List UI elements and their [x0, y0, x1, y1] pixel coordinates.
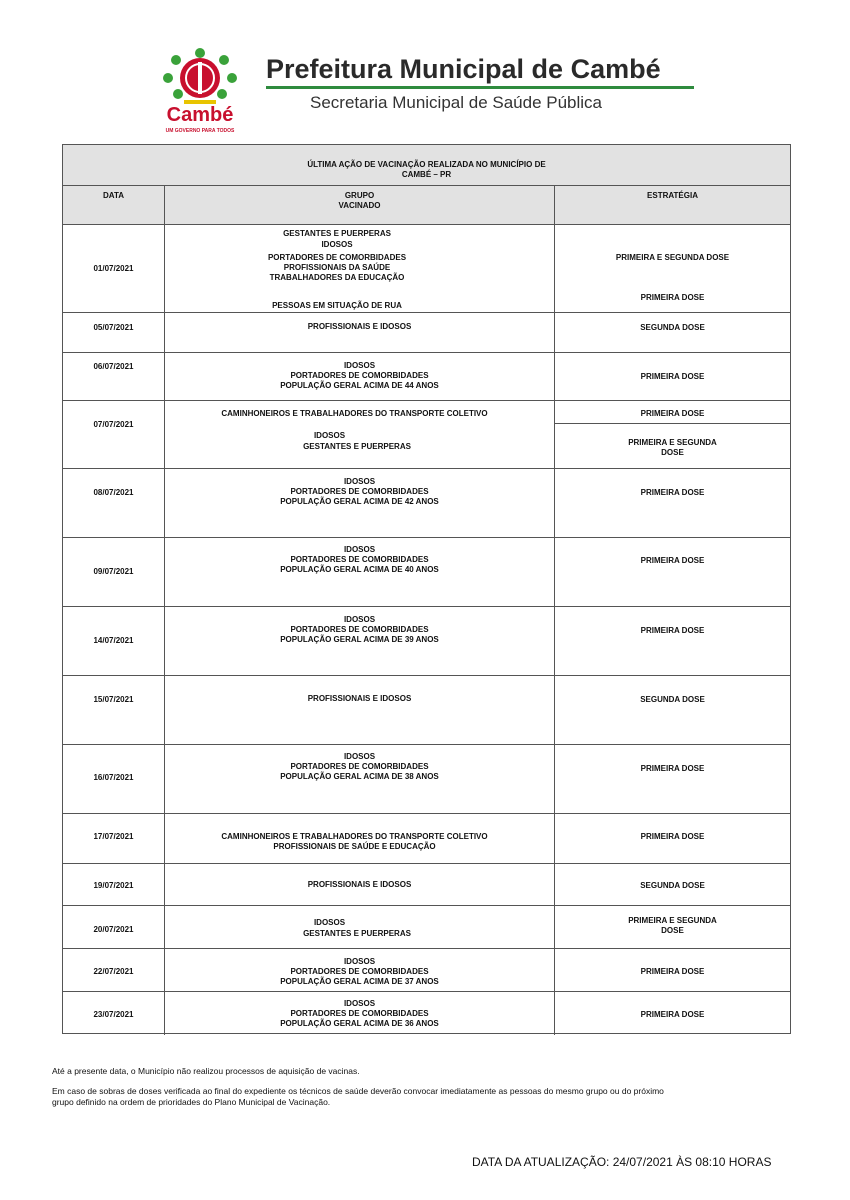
- row-group-line: PORTADORES DE COMORBIDADES: [290, 967, 429, 976]
- row-strategy-line: PRIMEIRA E SEGUNDA: [628, 438, 717, 447]
- row-date: 08/07/2021: [93, 488, 134, 497]
- row-group-line: CAMINHONEIROS E TRABALHADORES DO TRANSPORTE COLETIVO: [221, 832, 488, 841]
- row-strategy-line: PRIMEIRA DOSE: [640, 409, 705, 418]
- acquisition-note: Até a presente data, o Município não realizou processos de aquisição de vacinas.: [52, 1066, 360, 1076]
- row-date: 14/07/2021: [93, 636, 134, 645]
- header-cell-grupo: [165, 186, 555, 224]
- row-group-line: PROFISSIONAIS E IDOSOS: [307, 322, 412, 331]
- page-subtitle: Secretaria Municipal de Saúde Pública: [310, 93, 603, 112]
- table-row: [63, 745, 790, 814]
- table-row: [63, 992, 790, 1035]
- row-group-line: GESTANTES E PUERPERAS: [303, 929, 411, 938]
- table-row: [63, 814, 790, 864]
- row-strategy-line: PRIMEIRA DOSE: [640, 764, 705, 773]
- row-date: 15/07/2021: [93, 695, 134, 704]
- update-timestamp: DATA DA ATUALIZAÇÃO: 24/07/2021 ÀS 08:10 HORAS: [472, 1155, 772, 1169]
- row-group-line: CAMINHONEIROS E TRABALHADORES DO TRANSPORTE COLETIVO: [221, 409, 488, 418]
- row-group-line: IDOSOS: [343, 999, 376, 1008]
- row-group-line: IDOSOS: [343, 545, 376, 554]
- leftover-doses-note-line1: Em caso de sobras de doses verificada ao final do expediente os técnicos de saúde deverão convocar imediatamente as pessoas do mesmo grupo ou do próximo: [52, 1086, 664, 1096]
- row-group-line: GESTANTES E PUERPERAS: [303, 442, 411, 451]
- leftover-doses-note-line2: grupo definido na ordem de prioridades do Plano Municipal de Vacinação.: [52, 1097, 331, 1107]
- row-strategy-line: PRIMEIRA DOSE: [640, 626, 705, 635]
- row-strategy-line: PRIMEIRA DOSE: [640, 967, 705, 976]
- row-strategy-line: PRIMEIRA E SEGUNDA: [628, 916, 717, 925]
- row-group-line: PORTADORES DE COMORBIDADES: [290, 555, 429, 564]
- table-row: [63, 676, 790, 745]
- row-group-line: POPULAÇÃO GERAL ACIMA DE 42 ANOS: [280, 497, 439, 506]
- row-group-line: PROFISSIONAIS DE SAÚDE E EDUCAÇÃO: [273, 842, 436, 851]
- row-strategy-line: PRIMEIRA DOSE: [640, 372, 705, 381]
- row-strategy-line: PRIMEIRA DOSE: [640, 488, 705, 497]
- row-group-line: IDOSOS: [343, 752, 376, 761]
- row-strategy-line: PRIMEIRA DOSE: [640, 832, 705, 841]
- row-strategy-line: SEGUNDA DOSE: [640, 323, 705, 332]
- row-group-line: PORTADORES DE COMORBIDADES: [290, 487, 429, 496]
- table-row: [63, 401, 790, 469]
- row-group-line: GESTANTES E PUERPERAS: [283, 229, 391, 238]
- row-group-line: PROFISSIONAIS E IDOSOS: [307, 694, 412, 703]
- row-group-line: IDOSOS: [343, 615, 376, 624]
- table-row: [63, 313, 790, 353]
- header-cell-data: [63, 186, 165, 224]
- row-group-line: PORTADORES DE COMORBIDADES: [267, 253, 407, 262]
- header-cell-estrategia: [555, 186, 790, 224]
- row-date: 19/07/2021: [93, 881, 134, 890]
- page-title: Prefeitura Municipal de Cambé: [266, 54, 661, 84]
- title-underline: [266, 86, 694, 89]
- column-header-data: DATA: [102, 191, 125, 200]
- municipality-logo: [150, 48, 250, 138]
- row-group-line: PORTADORES DE COMORBIDADES: [290, 1009, 429, 1018]
- row-group-line: POPULAÇÃO GERAL ACIMA DE 40 ANOS: [280, 565, 439, 574]
- row-strategy-line: PRIMEIRA DOSE: [640, 1010, 705, 1019]
- row-date: 06/07/2021: [93, 362, 134, 371]
- table-row: [63, 353, 790, 401]
- row-group-line: POPULAÇÃO GERAL ACIMA DE 36 ANOS: [280, 1019, 439, 1028]
- table-title-row: [63, 145, 790, 186]
- row-date: 23/07/2021: [93, 1010, 134, 1019]
- row-group-line: PORTADORES DE COMORBIDADES: [290, 762, 429, 771]
- row-group-line: IDOSOS: [313, 918, 346, 927]
- table-row: [63, 225, 790, 313]
- row-date: 01/07/2021: [93, 264, 134, 273]
- row-strategy-line: SEGUNDA DOSE: [640, 695, 705, 704]
- row-group-line: POPULAÇÃO GERAL ACIMA DE 44 ANOS: [280, 381, 439, 390]
- row-group-line: IDOSOS: [343, 361, 376, 370]
- row-group-line: POPULAÇÃO GERAL ACIMA DE 37 ANOS: [280, 977, 439, 986]
- row-strategy-line: DOSE: [661, 926, 684, 935]
- table-row: [63, 906, 790, 949]
- row-date: 22/07/2021: [93, 967, 134, 976]
- row-strategy-line: SEGUNDA DOSE: [640, 881, 705, 890]
- row-group-line: PORTADORES DE COMORBIDADES: [290, 371, 429, 380]
- logo-slogan: UM GOVERNO PARA TODOS: [165, 128, 235, 134]
- table-title-line1: ÚLTIMA AÇÃO DE VACINAÇÃO REALIZADA NO MUNICÍPIO DE: [307, 160, 546, 169]
- table-title-line2: CAMBÉ – PR: [401, 170, 452, 179]
- row-group-line: PROFISSIONAIS E IDOSOS: [307, 880, 412, 889]
- strategy-divider: [555, 423, 790, 424]
- row-strategy-line: PRIMEIRA DOSE: [640, 293, 705, 302]
- vaccination-table: [62, 144, 791, 1034]
- row-group-line: IDOSOS: [321, 240, 353, 249]
- table-header-row: [63, 186, 790, 225]
- column-header-grupo-line1: GRUPO: [344, 191, 375, 200]
- table-row: [63, 864, 790, 906]
- row-group-line: POPULAÇÃO GERAL ACIMA DE 39 ANOS: [280, 635, 439, 644]
- row-group-line: PROFISSIONAIS DA SAÚDE: [283, 263, 391, 272]
- table-row: [63, 469, 790, 538]
- row-date: 05/07/2021: [93, 323, 134, 332]
- row-date: 17/07/2021: [93, 832, 134, 841]
- row-strategy-line: PRIMEIRA E SEGUNDA DOSE: [615, 253, 730, 262]
- logo-wordmark: Cambé: [166, 104, 234, 126]
- logo-emblem-icon: [150, 48, 250, 108]
- row-date: 09/07/2021: [93, 567, 134, 576]
- row-group-line: PORTADORES DE COMORBIDADES: [290, 625, 429, 634]
- row-date: 20/07/2021: [93, 925, 134, 934]
- column-header-grupo-line2: VACINADO: [338, 201, 381, 210]
- table-row: [63, 607, 790, 676]
- row-group-line: IDOSOS: [343, 477, 376, 486]
- row-group-line: IDOSOS: [343, 957, 376, 966]
- row-strategy-line: DOSE: [661, 448, 684, 457]
- row-strategy-line: PRIMEIRA DOSE: [640, 556, 705, 565]
- table-row: [63, 949, 790, 992]
- row-date: 07/07/2021: [93, 420, 134, 429]
- row-group-line: POPULAÇÃO GERAL ACIMA DE 38 ANOS: [280, 772, 439, 781]
- row-date: 16/07/2021: [93, 773, 134, 782]
- row-group-line: TRABALHADORES DA EDUCAÇÃO: [269, 273, 405, 282]
- table-row: [63, 538, 790, 607]
- column-header-estrategia: ESTRATÉGIA: [647, 191, 698, 200]
- row-group-line: IDOSOS: [313, 431, 346, 440]
- row-group-line: PESSOAS EM SITUAÇÃO DE RUA: [272, 301, 402, 310]
